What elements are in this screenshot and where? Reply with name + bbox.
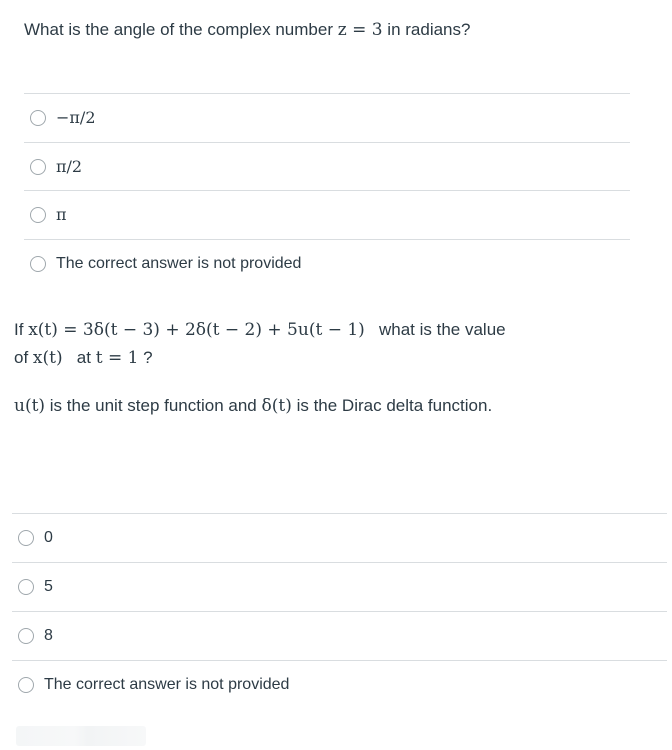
radio-button[interactable] [30,110,46,126]
question-2-t-equals: t = 1 [95,348,139,368]
question-2-line2-mid: at [76,348,91,367]
question-2-line-2 [14,344,654,372]
option-label: The correct answer is not provided [44,675,290,693]
radio-button[interactable] [30,159,46,175]
question-2-line1-after: what is the value [378,320,506,339]
question-2-line1-before: If [14,320,24,339]
question-2-line2-after: ? [143,348,153,367]
q2-option-5[interactable] [12,562,667,610]
radio-button[interactable] [18,530,34,546]
question-2-xt: x(t) [32,348,63,368]
radio-button[interactable] [30,207,46,223]
radio-button[interactable] [18,677,34,693]
note-after: is the Dirac delta function. [296,396,493,415]
question-2-prompt [14,316,654,372]
question-2-line2-before: of [14,348,29,367]
question-1-prompt-before: What is the angle of the complex number [24,20,333,39]
question-2-equation: x(t) = 3δ(t − 3) + 2δ(t − 2) + 5u(t − 1) [28,320,365,340]
radio-button[interactable] [30,256,46,272]
option-label: −π/2 [56,108,96,127]
q1-option-neg-pi-half[interactable] [24,93,630,141]
q2-option-not-provided[interactable] [12,660,667,708]
radio-button[interactable] [18,628,34,644]
option-label: π/2 [56,157,83,176]
q2-option-8[interactable] [12,611,667,659]
question-1-prompt-after: in radians? [387,20,471,39]
note-delta: δ(t) [261,396,292,416]
note-mid: is the unit step function and [49,396,257,415]
radio-button[interactable] [18,579,34,595]
option-label: The correct answer is not provided [56,254,302,272]
question-1-prompt [24,18,470,42]
question-1-prompt-math: z = 3 [337,20,383,40]
note-unit-step: u(t) [14,396,46,416]
q1-option-pi[interactable] [24,190,630,238]
question-2-line-1 [14,316,654,344]
option-label: π [56,205,67,224]
option-label: 5 [44,577,53,595]
blurred-footer-region [16,726,146,746]
q1-option-not-provided[interactable] [24,239,630,287]
option-label: 8 [44,626,53,644]
question-2-note [14,392,492,420]
option-label: 0 [44,528,53,546]
q1-option-pi-half[interactable] [24,142,630,190]
q2-option-0[interactable] [12,513,667,561]
